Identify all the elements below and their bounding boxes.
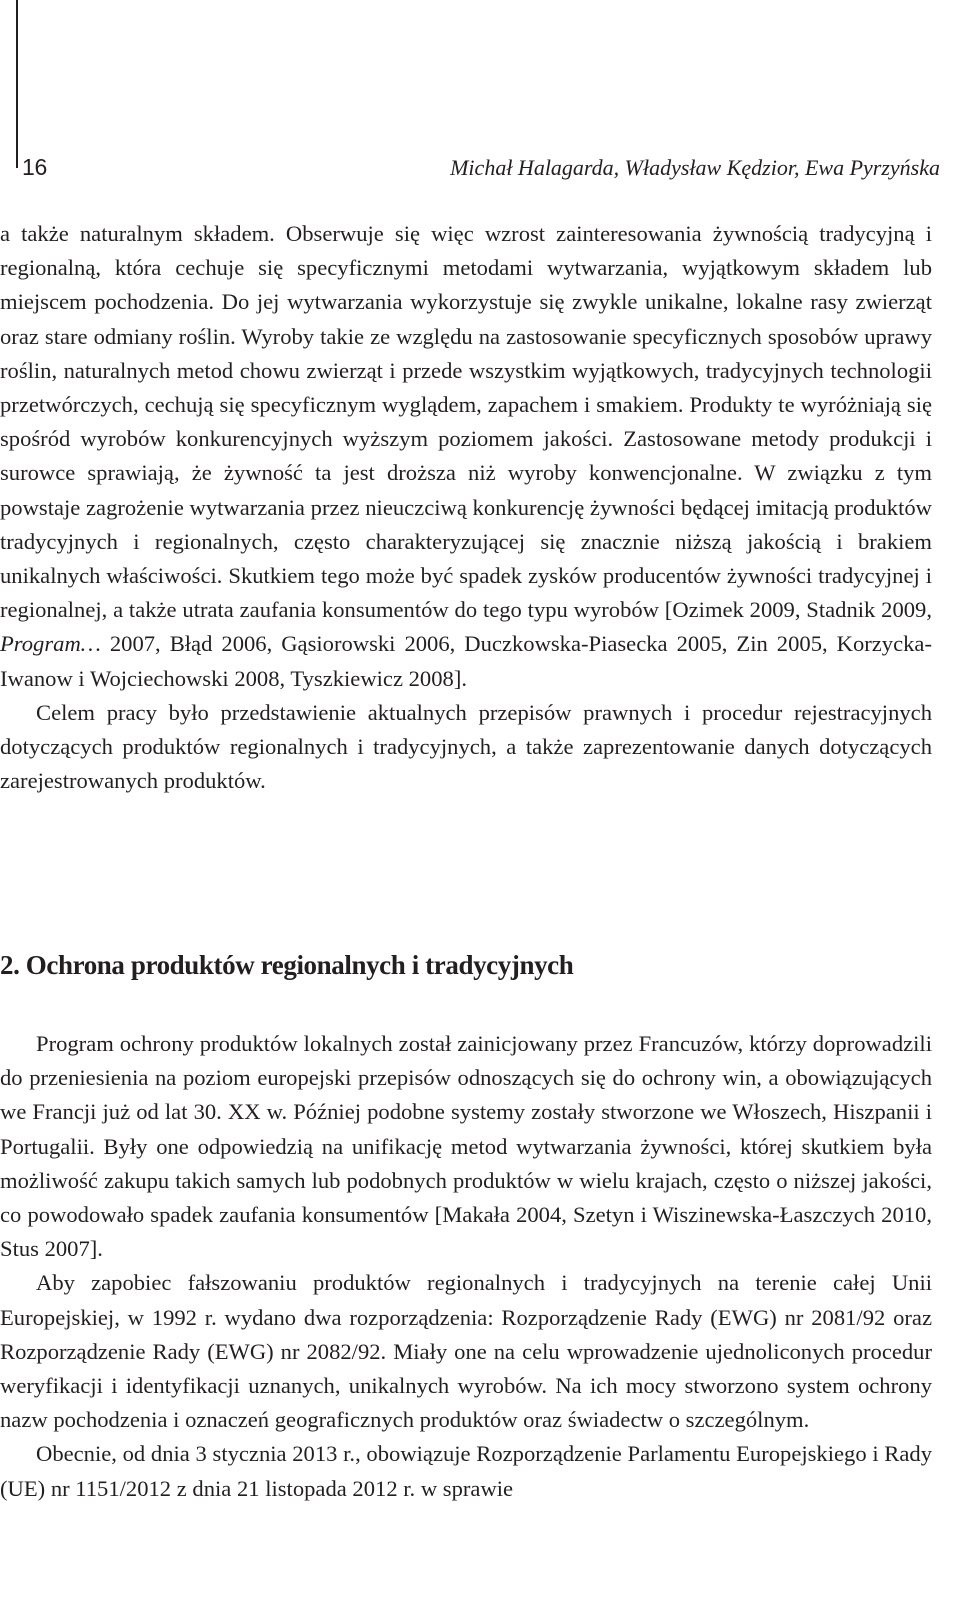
header-authors: Michał Halagarda, Władysław Kędzior, Ewa Pyrzyńska (450, 155, 940, 180)
paragraph-4: Aby zapobiec fałszowaniu produktów regionalnych i tradycyjnych na terenie całej Unii Europejskiej, w 1992 r. wydano dwa rozporządzenia: Rozporządzenie Rady (EWG) nr 2081/92 oraz Rozporządzenie Rady (EWG) nr 2082/92. Miały one na celu wprowadzenie ujednoliconych procedur weryfikacji i identyfikacji uznanych, unikalnych wyrobów. Na ich mocy stworzono system ochrony nazw pochodzenia i oznaczeń geograficznych produktów oraz świadectw o szczególnym. (0, 1270, 932, 1433)
page-number: 16 (22, 154, 47, 180)
body-text-lower (0, 1027, 932, 1506)
paragraph-1-tail: 2007, Błąd 2006, Gąsiorowski 2006, Duczkowska-Piasecka 2005, Zin 2005, Korzycka-Iwanow i Wojciechowski 2008, Tyszkiewicz 2008]. (0, 631, 932, 691)
paragraph-2: Celem pracy było przedstawienie aktualnych przepisów prawnych i procedur rejestracyjnych dotyczących produktów regionalnych i tradycyjnych, a także zaprezentowanie danych dotyczących zarejestrowanych produktów. (0, 699, 932, 794)
section-heading: 2. Ochrona produktów regionalnych i tradycyjnych (0, 950, 574, 980)
citation-italic: Program… (0, 631, 101, 657)
running-header (18, 152, 938, 190)
body-text-upper (0, 217, 932, 798)
paragraph-3: Program ochrony produktów lokalnych został zainicjowany przez Francuzów, którzy doprowadzili do przeniesienia na poziom europejski przepisów odnoszących się do ochrony win, a obowiązujących we Francji już od lat 30. XX w. Później podobne systemy zostały stworzone we Włoszech, Hiszpanii i Portugalii. Były one odpowiedzią na unifikację metod wytwarzania żywności, której skutkiem była możliwość zakupu takich samych lub podobnych produktów w wielu krajach, często o niższej jakości, co powodowało spadek zaufania konsumentów [Makała 2004, Szetyn i Wiszinewska-Łaszczych 2010, Stus 2007]. (0, 1031, 932, 1262)
paragraph-1-lead: a także naturalnym składem. Obserwuje się więc wzrost zainteresowania żywnością tradycyjną i regionalną, która cechuje się specyficznymi metodami wytwarzania, wyjątkowym składem lub miejscem pochodzenia. Do jej wytwarzania wykorzystuje się zwykle unikalne, lokalne rasy zwierząt oraz stare odmiany roślin. Wyroby takie ze względu na zastosowanie specyficznych sposobów uprawy roślin, naturalnych metod chowu zwierząt i przede wszystkim wyjątkowych, tradycyjnych technologii przetwórczych, cechują się specyficznym wyglądem, zapachem i smakiem. Produkty te wyróżniają się spośród wyrobów konkurencyjnych wyższym poziomem jakości. Zastosowane metody produkcji i surowce sprawiają, że żywność ta jest droższa niż wyroby konwencjonalne. W związku z tym powstaje zagrożenie wytwarzania przez nieuczciwą konkurencję żywności będącej imitacją produktów tradycyjnych i regionalnych, często charakteryzującej się znacznie niższą jakością i brakiem unikalnych właściwości. Skutkiem tego może być spadek zysków producentów żywności tradycyjnej i regionalnej, a także utrata zaufania konsumentów do tego typu wyrobów [Ozimek 2009, Stadnik 2009, (0, 221, 932, 623)
margin-rule (16, 0, 18, 168)
paragraph-5: Obecnie, od dnia 3 stycznia 2013 r., obowiązuje Rozporządzenie Parlamentu Europejskiego i Rady (UE) nr 1151/2012 z dnia 21 listopada 2012 r. w sprawie (0, 1441, 932, 1501)
paragraph-1 (0, 217, 932, 696)
